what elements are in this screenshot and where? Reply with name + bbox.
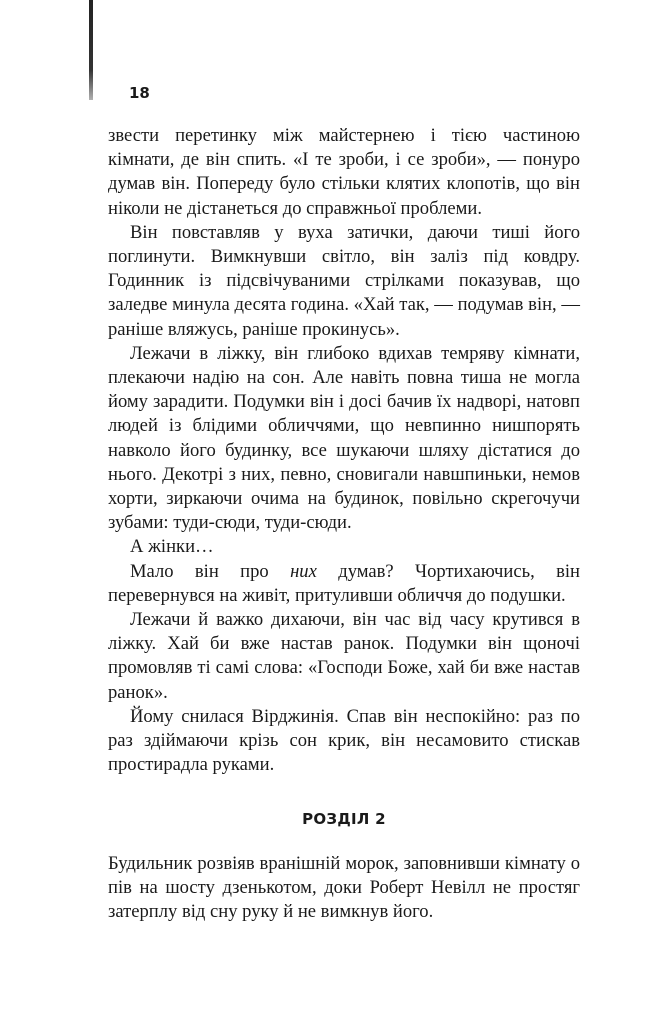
paragraph-5-start: Мало він про [130, 560, 291, 582]
chapter-body-text [108, 852, 580, 925]
paragraph-7: Йому снилася Вірджинія. Спав він неспокійно: раз по раз здіймаючи крізь сон крик, він несамовито стискав простирадла руками. [108, 705, 580, 776]
paragraph-5 [108, 560, 580, 608]
page-number: 18 [129, 84, 150, 102]
paragraph-5-emphasis: них [290, 560, 317, 582]
paragraph-1: звести перетинку між майстернею і тією частиною кімнати, де він спить. «І те зроби, і се зроби», — понуро думав він. Попереду було стільки клятих клопотів, що він ніколи не дістанеться до справжньої проблеми. [108, 125, 580, 219]
chapter-paragraph-1: Будильник розвіяв вранішній морок, заповнивши кімнату о пів на шосту дзенькотом, доки Роберт Невілл не простяг затерплу від сну руку й не вимкнув його. [108, 853, 580, 923]
paragraph-5-end: думав? Чортихаючись, він перевернувся на живіт, притуливши обличчя до подушки. [108, 560, 580, 606]
chapter-heading: РОЗДІЛ 2 [302, 810, 386, 828]
paragraph-3: Лежачи в ліжку, він глибоко вдихав темряву кімнати, плекаючи надію на сон. Але навіть повна тиша не могла йому зарадити. Подумки він і досі бачив їх надворі, натовп людей із блідими обличчями, що невпинно нишпорять навколо його будинку, все шукаючи шляху дістатися до нього. Декотрі з них, певно, сновигали навшпиньки, немов хорти, зиркаючи очима на будинок, повільно скрегочучи зубами: туди-сюди, туди-сюди. [108, 342, 580, 534]
binding-edge-shadow [89, 0, 93, 100]
body-text [108, 124, 580, 777]
paragraph-2: Він повставляв у вуха затички, даючи тиші його поглинути. Вимкнувши світло, він заліз під ковдру. Годинник із підсвічуваними стрілками показував, що заледве минула десята година. «Хай так, — подумав він, — раніше вляжусь, раніше прокинусь». [108, 221, 580, 340]
paragraph-4: А жінки… [130, 536, 214, 558]
paragraph-6: Лежачи й важко дихаючи, він час від часу крутився в ліжку. Хай би вже настав ранок. Подумки він щоночі промовляв ті самі слова: «Господи Боже, хай би вже настав ранок». [108, 609, 580, 703]
